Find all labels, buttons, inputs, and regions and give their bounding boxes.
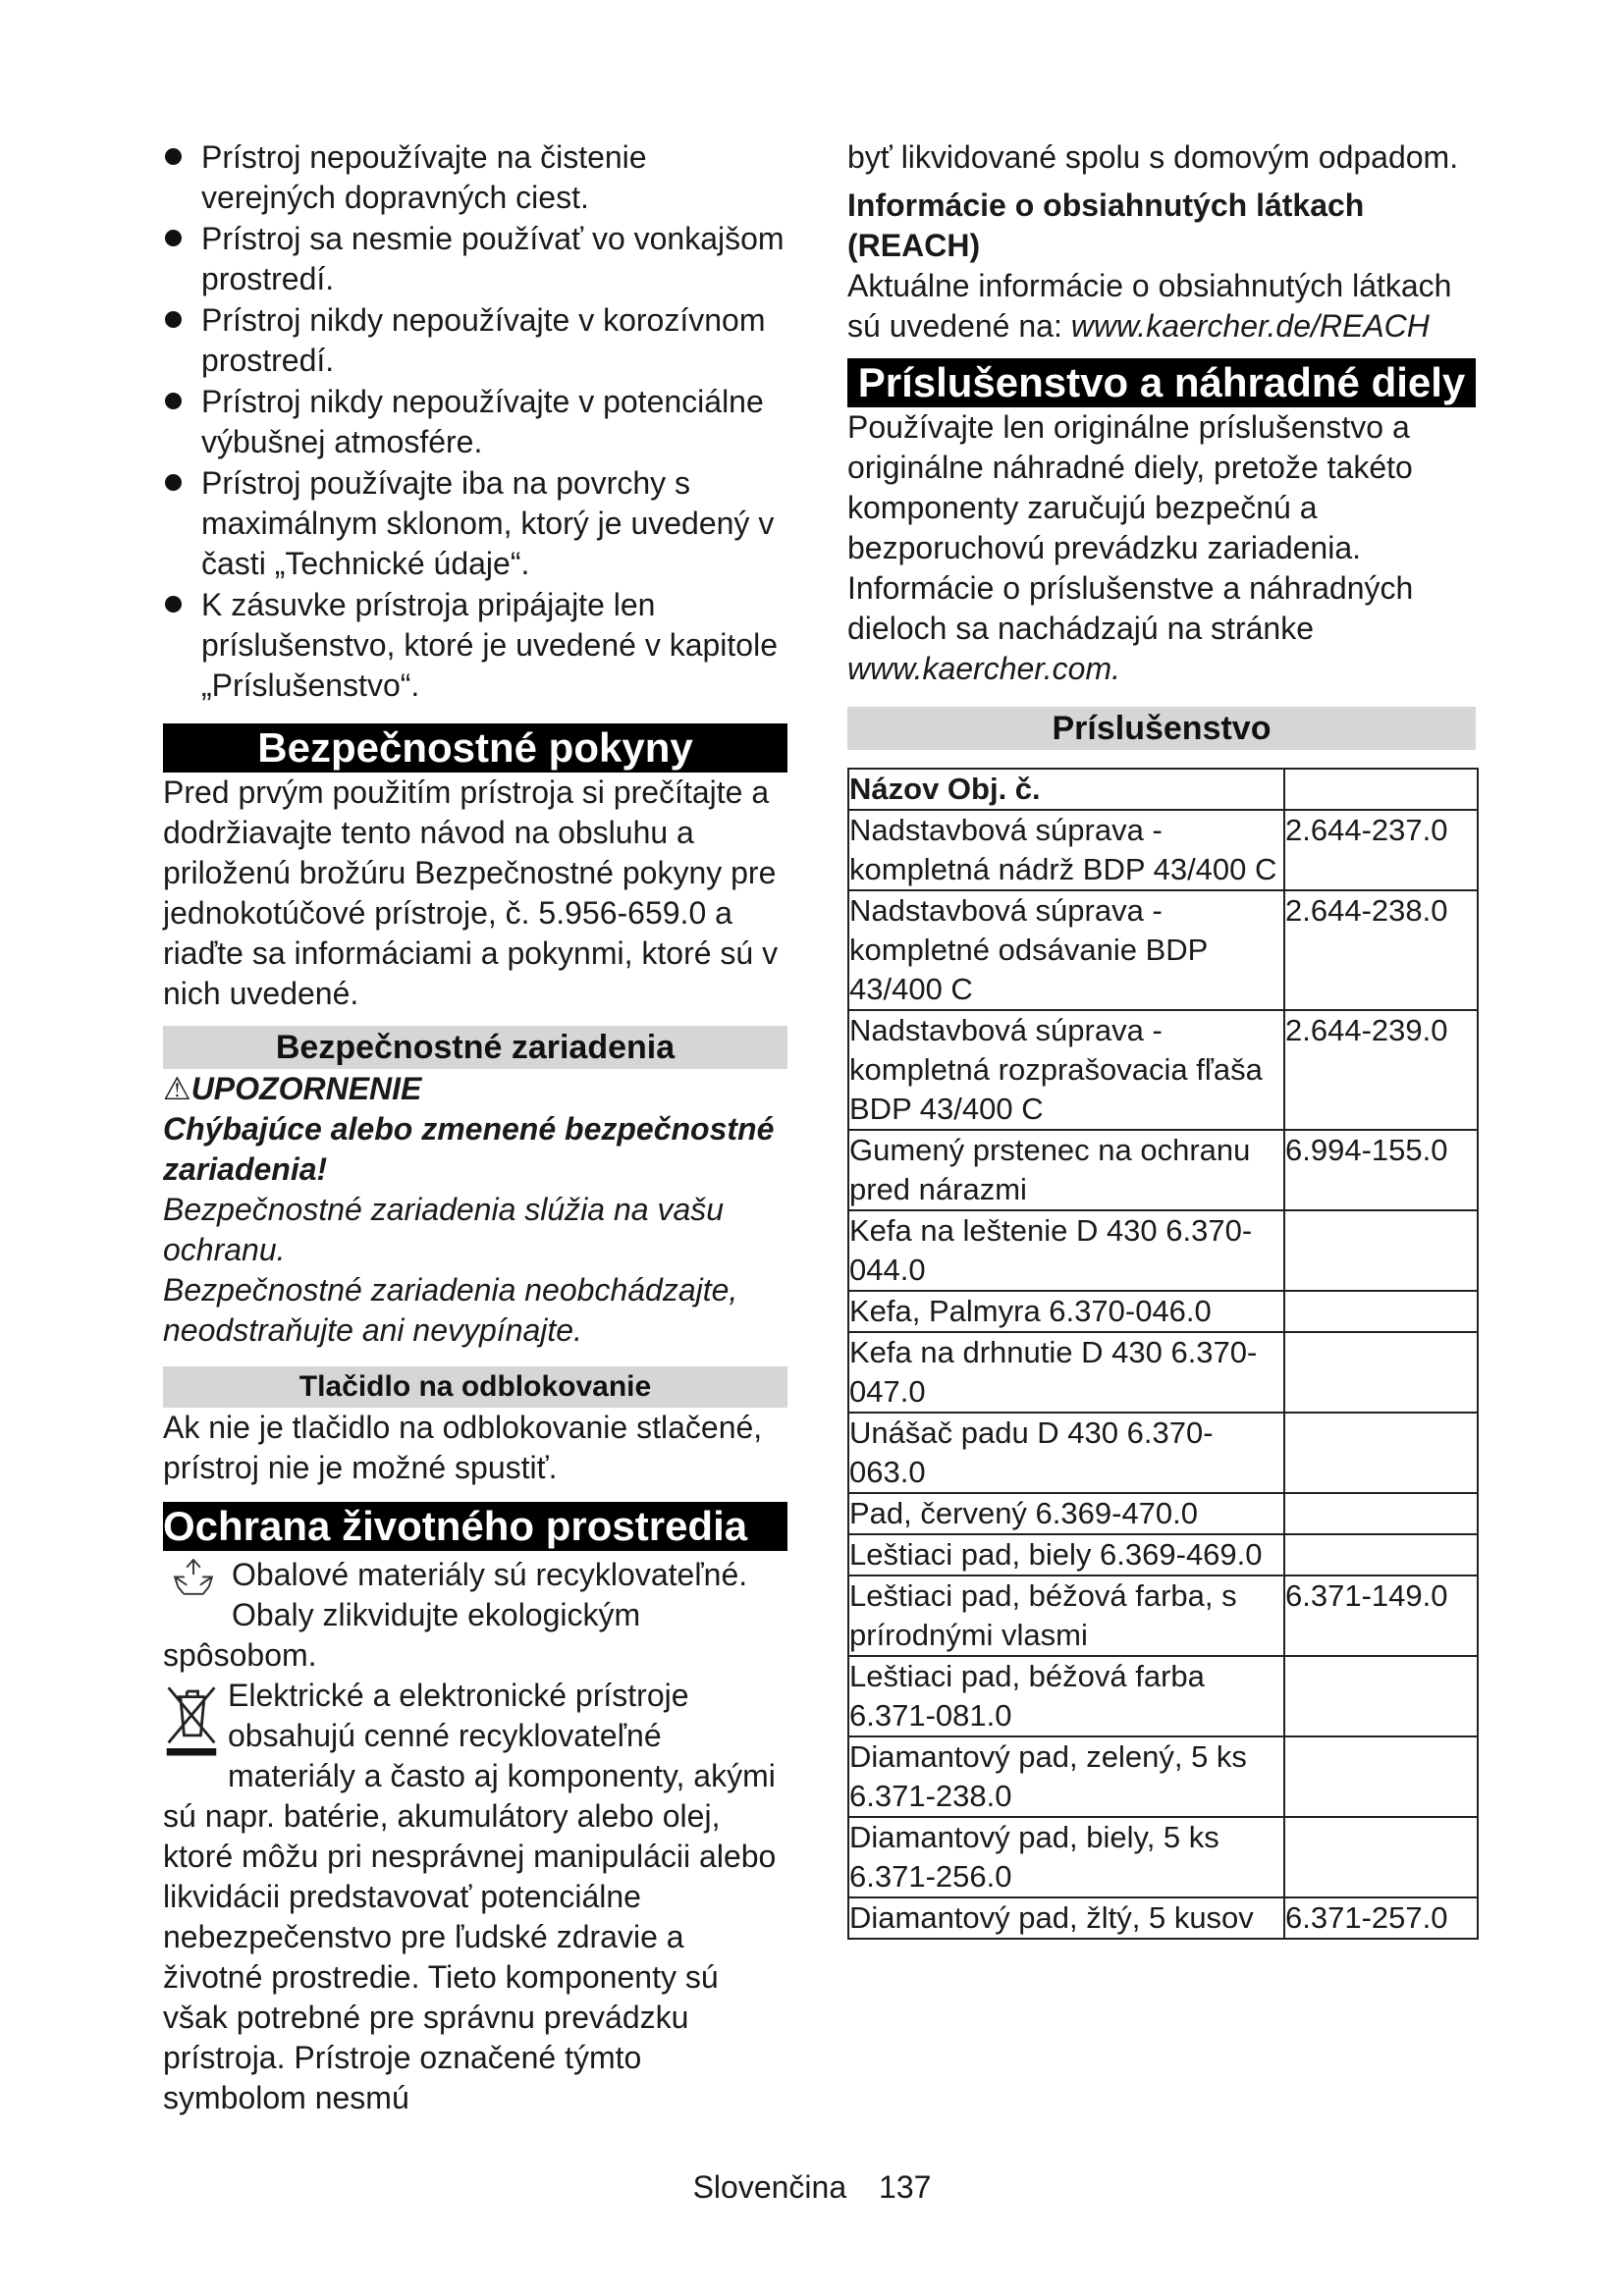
recycle-text: Obalové materiály sú recyklovateľné. Obaly zlikvidujte ekologickým spôsobom. <box>163 1557 748 1673</box>
table-cell-name: Leštiaci pad, béžová farba, s prírodnými vlasmi <box>848 1575 1284 1656</box>
table-cell-number: 2.644-239.0 <box>1284 1010 1478 1130</box>
list-item <box>163 585 787 706</box>
table-cell-name: Kefa na drhnutie D 430 6.370-047.0 <box>848 1332 1284 1413</box>
safety-text: Pred prvým použitím prístroja si prečítajte a dodržiavajte tento návod na obsluhu a priloženú brožúru Bezpečnostné pokyny pre jednokotúčové prístroje, č. 5.956-659.0 a riaďte sa informáciami a pokynmi, ktoré sú v nich uvedené. <box>163 774 779 1011</box>
table-cell-name: Kefa na leštenie D 430 6.370-044.0 <box>848 1210 1284 1291</box>
warning-label: ⚠UPOZORNENIE <box>163 1071 422 1106</box>
continued-text: byť likvidované spolu s domovým odpadom. <box>847 139 1459 175</box>
reach-link[interactable]: www.kaercher.de/REACH <box>1070 308 1430 344</box>
list-item-text: Prístroj nikdy nepoužívajte v korozívnom prostredí. <box>201 302 766 378</box>
table-header-cell <box>1284 769 1478 810</box>
accessories-table <box>847 768 1479 1940</box>
list-item-text: Prístroj používajte iba na povrchy s maximálnym sklonom, ktorý je uvedený v časti „Technické údaje“. <box>201 465 775 581</box>
table-cell-number <box>1284 1413 1478 1493</box>
left-column <box>163 137 787 2118</box>
table-row <box>848 1736 1478 1817</box>
reach-heading: Informácie o obsiahnutých látkach (REACH) <box>847 187 1365 263</box>
parts-text: Používajte len originálne príslušenstvo a originálne náhradné diely, pretože takéto komponenty zaručujú bezpečnú a bezporuchovú prevádzku zariadenia. <box>847 409 1413 565</box>
table-row <box>848 1897 1478 1939</box>
table-cell-name: Leštiaci pad, béžová farba 6.371-081.0 <box>848 1656 1284 1736</box>
list-item <box>163 300 787 381</box>
weee-paragraph <box>163 1676 787 2118</box>
table-row <box>848 1332 1478 1413</box>
right-column <box>847 137 1476 1940</box>
table-cell-number <box>1284 1210 1478 1291</box>
table-row <box>848 1413 1478 1493</box>
table-row <box>848 1291 1478 1332</box>
table-row <box>848 1210 1478 1291</box>
table-row <box>848 1130 1478 1210</box>
table-cell-number <box>1284 1656 1478 1736</box>
reach-text: Aktuálne informácie o obsiahnutých látkach sú uvedené na: <box>847 268 1452 344</box>
accessories-heading: Príslušenstvo <box>847 707 1476 750</box>
bullet-icon <box>165 230 182 246</box>
list-item <box>163 382 787 462</box>
safety-heading: Bezpečnostné pokyny <box>163 723 787 773</box>
environment-heading: Ochrana životného prostredia <box>163 1502 787 1551</box>
table-cell-name: Diamantový pad, biely, 5 ks 6.371-256.0 <box>848 1817 1284 1897</box>
bullet-icon <box>165 474 182 491</box>
table-header-row <box>848 769 1478 810</box>
table-cell-number <box>1284 1817 1478 1897</box>
bullet-icon <box>165 311 182 328</box>
table-cell-number: 6.371-257.0 <box>1284 1897 1478 1939</box>
devices-heading: Bezpečnostné zariadenia <box>163 1026 787 1069</box>
table-cell-name: Leštiaci pad, biely 6.369-469.0 <box>848 1534 1284 1575</box>
list-item <box>163 463 787 584</box>
table-cell-name: Nadstavbová súprava - kompletná rozprašovacia fľaša BDP 43/400 C <box>848 1010 1284 1130</box>
table-cell-number: 2.644-238.0 <box>1284 890 1478 1010</box>
table-row <box>848 810 1478 890</box>
table-row <box>848 1534 1478 1575</box>
table-cell-number <box>1284 1493 1478 1534</box>
parts-heading: Príslušenstvo a náhradné diely <box>847 358 1476 407</box>
warning-title: Chýbajúce alebo zmenené bezpečnostné zariadenia! <box>163 1111 775 1187</box>
warning-text: Bezpečnostné zariadenia neobchádzajte, neodstraňujte ani nevypínajte. <box>163 1272 738 1348</box>
table-row <box>848 890 1478 1010</box>
parts-link[interactable]: www.kaercher.com. <box>847 651 1120 686</box>
unlock-text: Ak nie je tlačidlo na odblokovanie stlačené, prístroj nie je možné spustiť. <box>163 1410 763 1485</box>
page-footer <box>0 2169 1624 2206</box>
warning-text: Bezpečnostné zariadenia slúžia na vašu ochranu. <box>163 1192 725 1267</box>
table-cell-name: Pad, červený 6.369-470.0 <box>848 1493 1284 1534</box>
table-cell-name: Nadstavbová súprava - kompletná nádrž BDP 43/400 C <box>848 810 1284 890</box>
bullet-icon <box>165 393 182 409</box>
recycle-paragraph <box>163 1555 787 1676</box>
list-item <box>163 137 787 218</box>
list-item-text: K zásuvke prístroja pripájajte len príslušenstvo, ktoré je uvedené v kapitole „Príslušenstvo“. <box>201 587 778 703</box>
table-row <box>848 1493 1478 1534</box>
table-cell-name: Nadstavbová súprava - kompletné odsávanie BDP 43/400 C <box>848 890 1284 1010</box>
list-item <box>163 219 787 299</box>
list-item-text: Prístroj nikdy nepoužívajte v potenciálne výbušnej atmosfére. <box>201 384 764 459</box>
recycle-icon <box>163 1557 224 1618</box>
table-row <box>848 1575 1478 1656</box>
list-item-text: Prístroj sa nesmie používať vo vonkajšom prostredí. <box>201 221 785 296</box>
page-number: 137 <box>879 2169 932 2205</box>
list-item-text: Prístroj nepoužívajte na čistenie verejných dopravných ciest. <box>201 139 647 215</box>
table-cell-number: 6.371-149.0 <box>1284 1575 1478 1656</box>
parts-text: Informácie o príslušenstve a náhradných dieloch sa nachádzajú na stránke <box>847 570 1414 646</box>
table-cell-number: 6.994-155.0 <box>1284 1130 1478 1210</box>
table-cell-number <box>1284 1332 1478 1413</box>
table-cell-name: Diamantový pad, žltý, 5 kusov <box>848 1897 1284 1939</box>
table-cell-number <box>1284 1534 1478 1575</box>
table-row <box>848 1010 1478 1130</box>
table-row <box>848 1817 1478 1897</box>
crossed-bin-icon <box>163 1678 220 1762</box>
table-cell-name: Diamantový pad, zelený, 5 ks 6.371-238.0 <box>848 1736 1284 1817</box>
bullet-icon <box>165 148 182 165</box>
table-cell-number: 2.644-237.0 <box>1284 810 1478 890</box>
bullet-icon <box>165 596 182 613</box>
safety-bullet-list <box>163 137 787 706</box>
table-cell-name: Gumený prstenec na ochranu pred nárazmi <box>848 1130 1284 1210</box>
weee-text: Elektrické a elektronické prístroje obsahujú cenné recyklovateľné materiály a často aj komponenty, akými sú napr. batérie, akumulátory alebo olej, ktoré môžu pri nesprávnej manipulácii alebo likvidácii predstavovať potenciálne nebezpečenstvo pre ľudské zdravie a životné prostredie. Tieto komponenty sú však potrebné pre správnu prevádzku prístroja. Prístroje označené týmto symbolom nesmú <box>163 1678 777 2115</box>
table-header-cell: Názov Obj. č. <box>848 769 1284 810</box>
footer-language: Slovenčina <box>692 2169 847 2205</box>
unlock-heading: Tlačidlo na odblokovanie <box>163 1366 787 1408</box>
table-cell-number <box>1284 1291 1478 1332</box>
table-cell-name: Kefa, Palmyra 6.370-046.0 <box>848 1291 1284 1332</box>
table-cell-number <box>1284 1736 1478 1817</box>
table-cell-name: Unášač padu D 430 6.370-063.0 <box>848 1413 1284 1493</box>
table-row <box>848 1656 1478 1736</box>
reach-paragraph <box>847 266 1476 347</box>
